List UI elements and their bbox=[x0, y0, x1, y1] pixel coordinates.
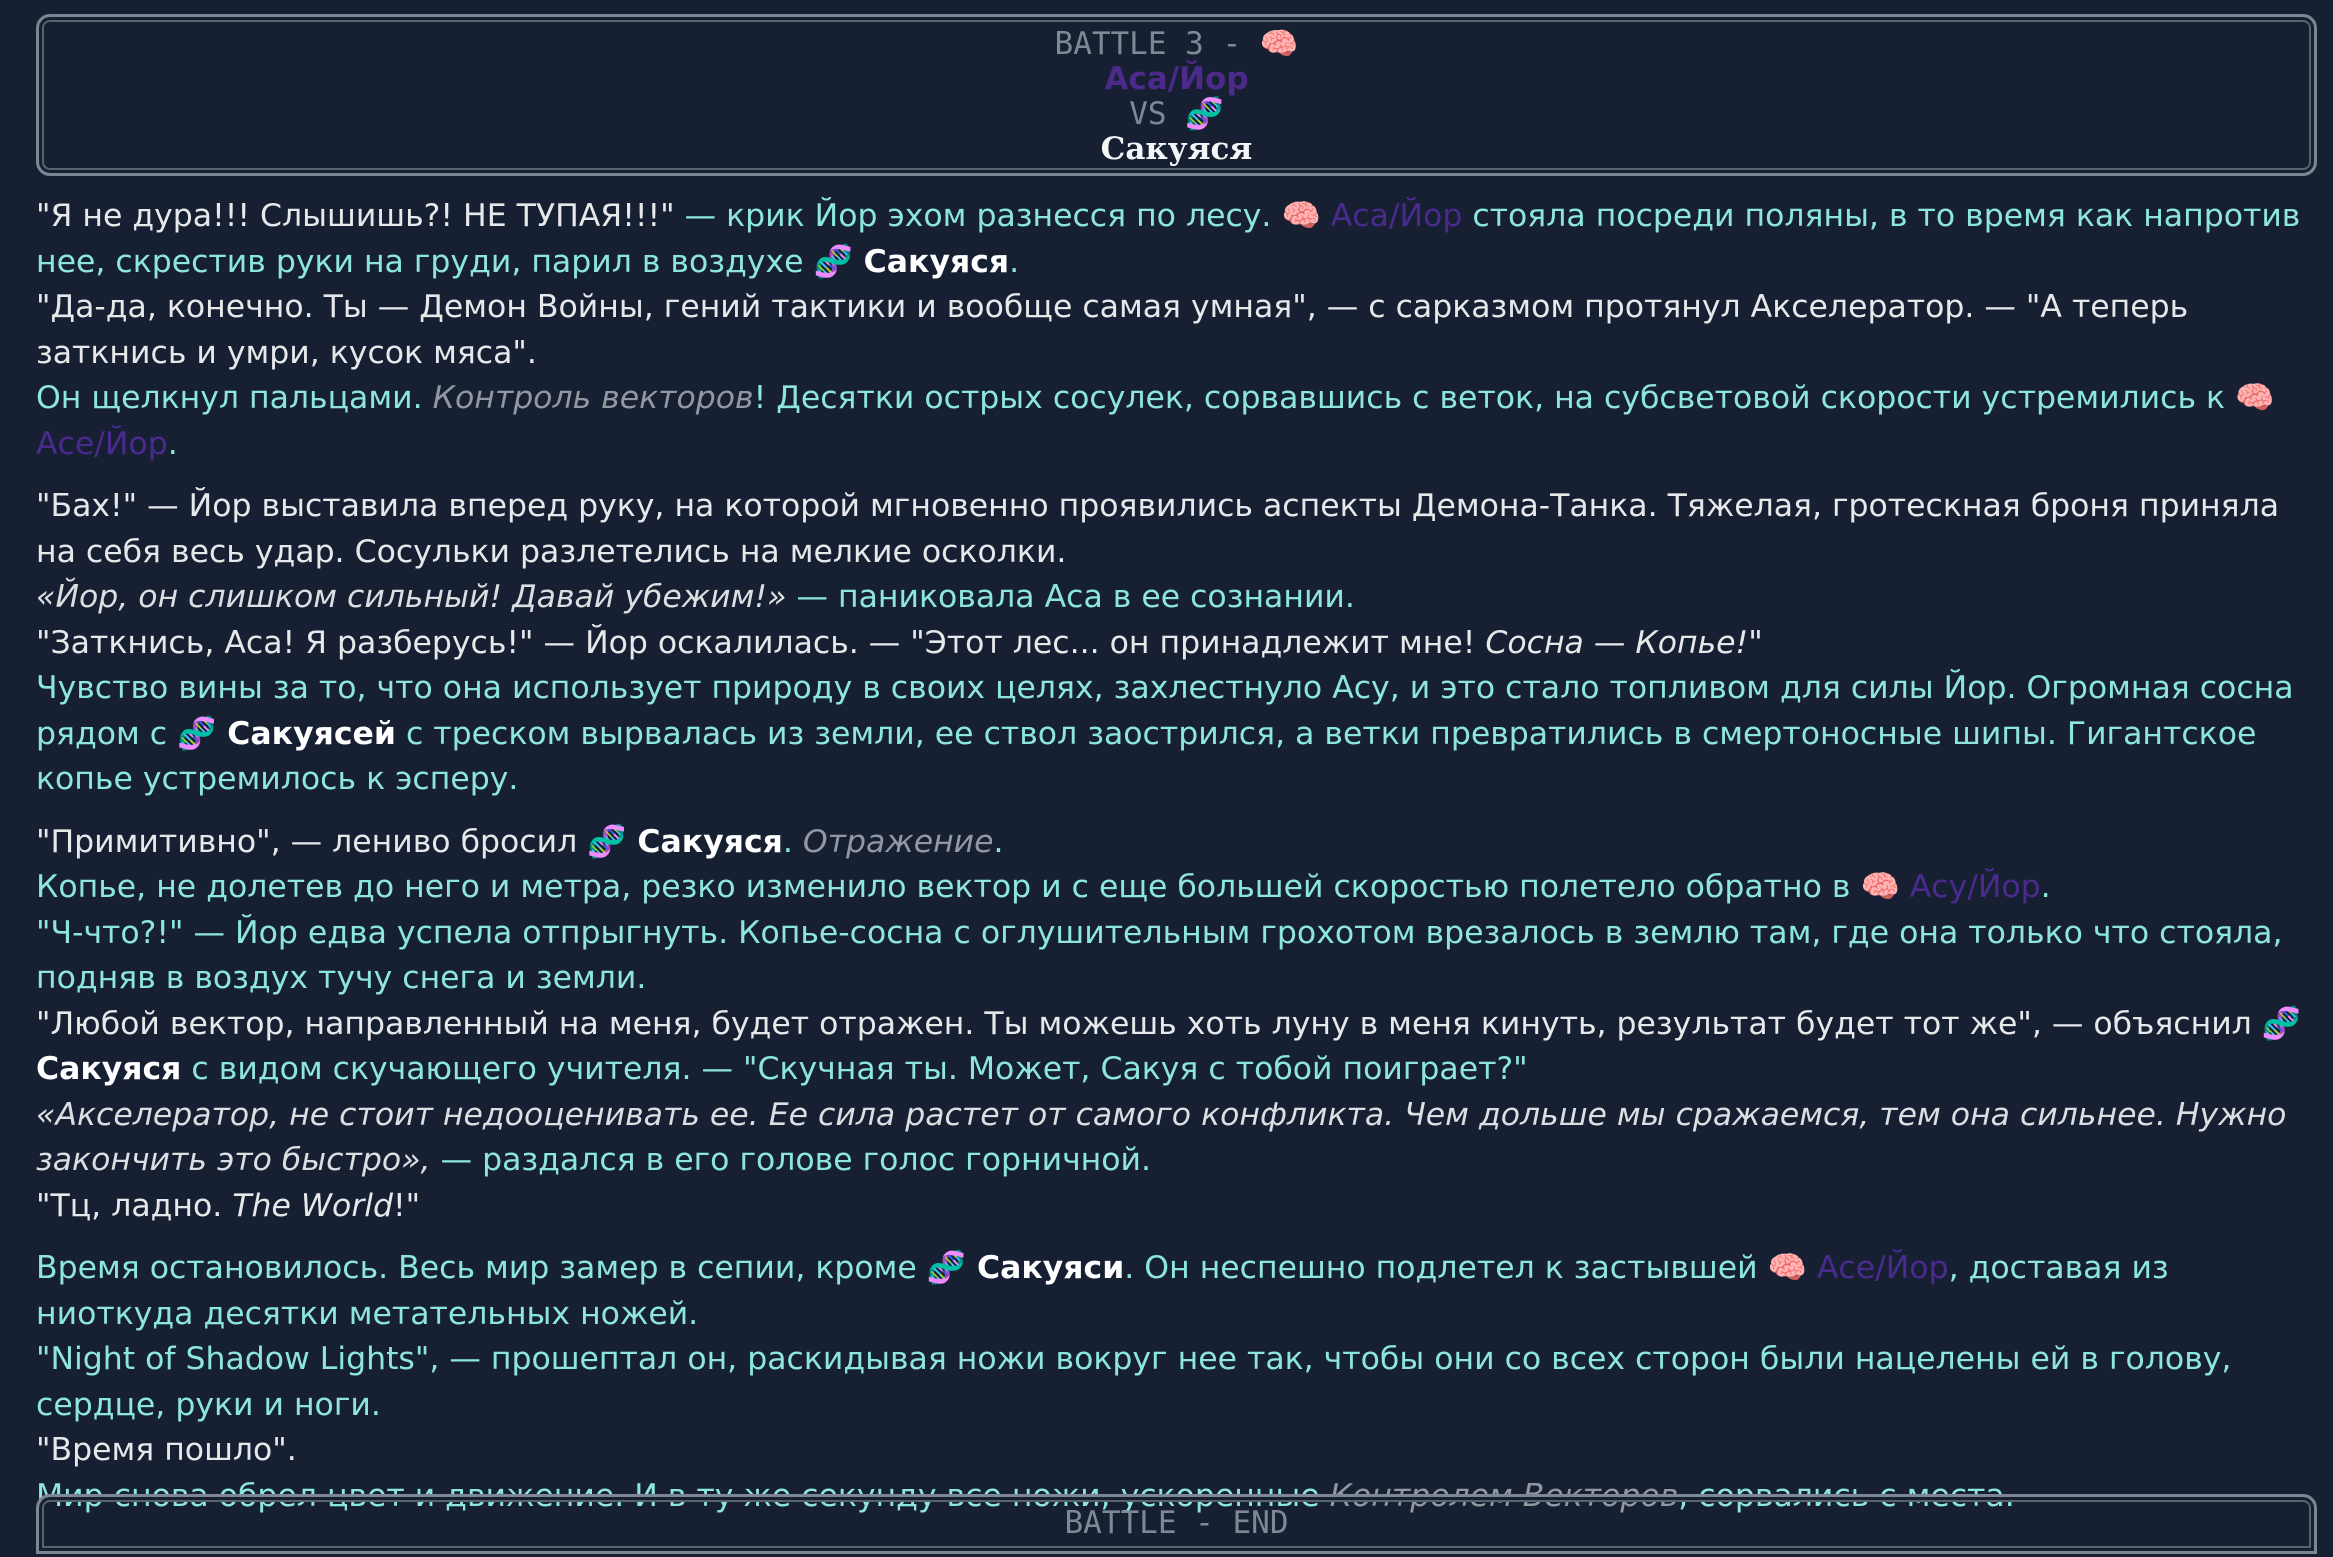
skill-name: Контроль векторов bbox=[432, 380, 754, 416]
dialogue-line: "Да-да, конечно. Ты — Демон Войны, гений тактики и вообще самая умная", — с сарказмом протянул Акселератор. — "А теперь заткнись и умри, кусок мяса". bbox=[36, 289, 2189, 371]
dialogue-line: "Бах!" — Йор выставила вперед руку, на которой мгновенно проявились аспекты Демона-Танка. Тяжелая, гротескная броня приняла на себя весь удар. Сосульки разлетелись на мелкие осколки. bbox=[36, 488, 2280, 570]
character-name: Сакуяся bbox=[852, 243, 1010, 280]
fighter-one-name: Аса/Йор bbox=[1104, 61, 1249, 97]
narration-text: — крик Йор эхом разнесся по лесу. bbox=[674, 198, 1282, 234]
story-line bbox=[36, 666, 2326, 803]
narration-text: Он щелкнул пальцами. bbox=[36, 380, 433, 416]
narration-text: ! Десятки острых сосулек, сорвавшись с веток, на субсветовой скорости устремились к bbox=[753, 380, 2236, 416]
narration-text: . bbox=[167, 425, 178, 462]
story-line bbox=[36, 1002, 2326, 1093]
story-paragraph bbox=[36, 820, 2326, 1230]
narration-text: , доставая из ниоткуда десятки метательных ножей. bbox=[36, 1250, 2169, 1332]
dna-icon: 🧬 bbox=[587, 823, 627, 860]
narration-text: — раздался в его голове голос горничной. bbox=[430, 1142, 1152, 1178]
battle-footer bbox=[36, 1494, 2317, 1554]
narration-text: стояла посреди поляны, в то время как напротив нее, скрестив руки на груди, парил в воздухе bbox=[36, 198, 2301, 280]
character-name: Асе/Йор bbox=[1806, 1250, 1949, 1286]
story-paragraph bbox=[36, 1246, 2326, 1519]
story-text bbox=[36, 194, 2326, 1536]
brain-icon: 🧠 bbox=[2235, 380, 2275, 416]
vs-text: VS bbox=[1129, 96, 1186, 132]
dna-icon: 🧬 bbox=[1185, 96, 1224, 132]
story-line bbox=[36, 1184, 2326, 1230]
brain-icon: 🧠 bbox=[1860, 869, 1900, 905]
story-line bbox=[36, 194, 2326, 285]
character-name: Асе/Йор bbox=[36, 425, 168, 462]
narration-text: . bbox=[782, 823, 803, 860]
dna-icon: 🧬 bbox=[2261, 1005, 2302, 1042]
narration-text: . bbox=[2040, 869, 2051, 905]
dialogue-text: " bbox=[1748, 624, 1763, 661]
battle-header bbox=[36, 14, 2317, 176]
narration-line: "Ч-что?!" — Йор едва успела отпрыгнуть. Копье-сосна с оглушительным грохотом врезалось в землю там, где она только что стояла, подняв в воздух тучу снега и земли. bbox=[36, 914, 2283, 996]
story-line bbox=[36, 621, 2326, 667]
character-name: Сакуяся bbox=[36, 1051, 182, 1087]
skill-name: Отражение bbox=[802, 823, 994, 860]
story-line bbox=[36, 1093, 2326, 1184]
story-paragraph bbox=[36, 194, 2326, 467]
skill-name: Сосна — Копье! bbox=[1485, 624, 1749, 661]
character-name: Аса/Йор bbox=[1320, 198, 1463, 234]
dialogue-text: "Любой вектор, направленный на меня, будет отражен. Ты можешь хоть луну в меня кинуть, результат будет тот же", — объяснил bbox=[36, 1005, 2262, 1042]
battle-end-label: BATTLE - END bbox=[1064, 1505, 1289, 1541]
narration-text: Мир снова обрел цвет и движение. И в ту же секунду все ножи, ускоренные bbox=[36, 1477, 1330, 1514]
narration-text: . bbox=[1009, 243, 1020, 280]
brain-icon: 🧠 bbox=[1259, 26, 1299, 62]
narration-text: Время остановилось. Весь мир замер в сепии, кроме bbox=[36, 1250, 927, 1286]
brain-icon: 🧠 bbox=[1281, 198, 1321, 234]
dialogue-line: "Night of Shadow Lights", — прошептал он, раскидывая ножи вокруг нее так, чтобы они со всех сторон были нацелены ей в голову, сердце, руки и ноги. bbox=[36, 1341, 2232, 1423]
character-name: Сакуяся bbox=[626, 823, 783, 860]
narration-text: . Он неспешно подлетел к застывшей bbox=[1124, 1250, 1768, 1286]
skill-name: Контролем Векторов bbox=[1329, 1477, 1679, 1514]
battle-title bbox=[39, 27, 2314, 62]
story-paragraph bbox=[36, 484, 2326, 803]
dialogue-text: "Тц, ладно. bbox=[36, 1187, 233, 1224]
story-line bbox=[36, 865, 2326, 911]
story-line bbox=[36, 376, 2326, 467]
dna-icon: 🧬 bbox=[926, 1250, 967, 1286]
versus-label bbox=[39, 97, 2314, 132]
character-name: Сакуяси bbox=[966, 1250, 1125, 1286]
dialogue-text: "Примитивно", — лениво бросил bbox=[36, 823, 588, 860]
dna-icon: 🧬 bbox=[813, 243, 853, 280]
narration-text: с видом скучающего учителя. — "Скучная ты. Может, Сакуя с тобой поиграет?" bbox=[181, 1051, 1528, 1087]
thought-text: «Акселератор, не стоит недооценивать ее. Ее сила растет от самого конфликта. Чем дольше мы сражаемся, тем она сильнее. Нужно закончить это быстро», bbox=[36, 1096, 2287, 1178]
narration-text: Копье, не долетев до него и метра, резко изменило вектор и с еще большей скоростью полетело обратно в bbox=[36, 869, 1861, 905]
brain-icon: 🧠 bbox=[1767, 1250, 1807, 1286]
story-line bbox=[36, 575, 2326, 621]
dialogue-line: "Время пошло". bbox=[36, 1432, 297, 1468]
story-line bbox=[36, 1246, 2326, 1337]
dialogue-text: "Я не дура!!! Слышишь?! НЕ ТУПАЯ!!!" bbox=[36, 198, 675, 234]
narration-text: — паниковала Аса в ее сознании. bbox=[786, 579, 1355, 615]
thought-text: «Йор, он слишком сильный! Давай убежим!» bbox=[36, 579, 787, 615]
skill-name: The World bbox=[232, 1187, 394, 1224]
story-line bbox=[36, 820, 2326, 866]
character-name: Асу/Йор bbox=[1899, 869, 2041, 905]
dialogue-text: !" bbox=[393, 1187, 421, 1224]
narration-text: . bbox=[993, 823, 1004, 860]
character-name: Сакуясей bbox=[216, 715, 396, 752]
dialogue-text: "Заткнись, Аса! Я разберусь!" — Йор оскалилась. — "Этот лес... он принадлежит мне! bbox=[36, 624, 1486, 661]
fighter-two-name: Сакуяся bbox=[1100, 131, 1253, 167]
dna-icon: 🧬 bbox=[177, 715, 217, 752]
narration-text: Чувство вины за то, что она использует природу в своих целях, захлестнуло Асу, и это стало топливом для силы Йор. Огромная сосна рядом с bbox=[36, 670, 2294, 752]
narration-text: с треском вырвалась из земли, ее ствол заострился, а ветки превратились в смертоносные шипы. Гигантское копье устремилось к эсперу. bbox=[36, 715, 2257, 797]
battle-number: BATTLE 3 - bbox=[1054, 26, 1260, 62]
narration-text: , сорвались с места. bbox=[1678, 1477, 2015, 1514]
